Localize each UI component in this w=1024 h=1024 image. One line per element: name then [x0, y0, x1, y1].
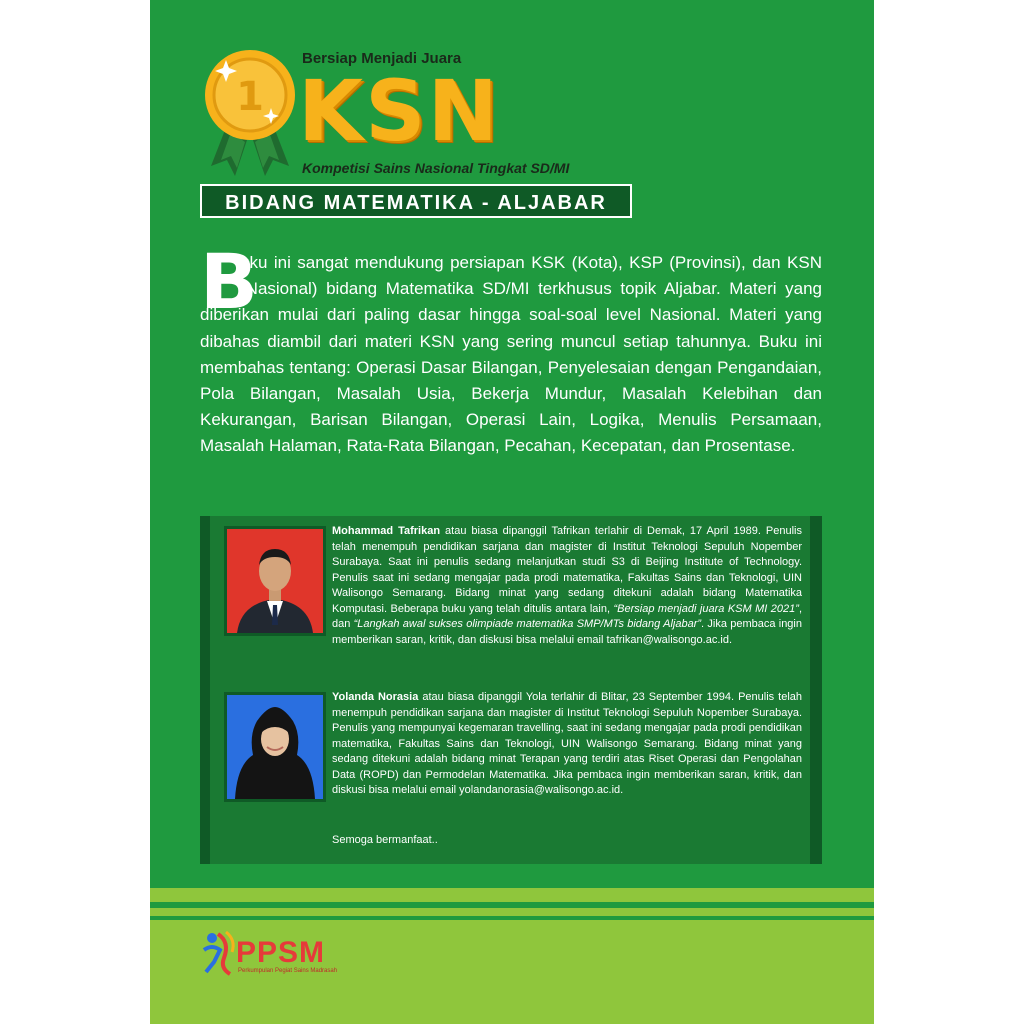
author-photo-tafrikan: [224, 526, 326, 636]
author-photo-yolanda: [224, 692, 326, 802]
intro-text: uku ini sangat mendukung persiapan KSK (Kota), KSP (Provinsi), dan KSN (Nasional) bidang Matematika SD/MI terkhusus topik Aljabar. Materi yang diberikan mulai dari paling dasar hingga soal-soal level Nasional. Materi yang dibahas diambil dari materi KSN yang sering muncul setiap tahunnya. Buku ini membahas tentang: Operasi Dasar Bilangan, Penyelesaian dengan Pengandaian, Pola Bilangan, Masalah Usia, Bekerja Mundur, Masalah Kelebihan dan Kekurangan, Barisan Bilangan, Operasi Lain, Logika, Menulis Persamaan, Masalah Halaman, Rata-Rata Bilangan, Pecahan, Kecepatan, dan Prosentase.: [200, 253, 822, 456]
gold-medal-icon: [203, 48, 297, 178]
publisher-logo: PPSM: [236, 936, 326, 969]
closing-text: Semoga bermanfaat..: [332, 834, 438, 846]
man-portrait-icon: [227, 529, 323, 633]
bio-text: . Jika pembaca ingin memberikan saran, kritik, dan diskusi bisa melalui email tafrikan@walisongo.ac.id.: [332, 618, 802, 646]
stripe: [150, 908, 874, 916]
bio-text: atau biasa dipanggil Tafrikan terlahir di Demak, 17 April 1989. Penulis telah menempuh pendidikan sarjana dan magister di Institut Teknologi Sepuluh Nopember Surabaya. Saat ini penulis sedang melanjutkan studi S3 di Beijing Institute of Technology. Penulis saat ini sedang mengajar pada prodi matematika, Fakultas Sains dan Teknologi, UIN Walisongo Semarang. Bidang minat yang sedang ditekuni adalah bidang Matematika Komputasi. Beberapa buku yang telah ditulis antara lain,: [332, 525, 803, 615]
bio-text: , dan: [332, 602, 802, 630]
tagline: Bersiap Menjadi Juara: [302, 50, 462, 67]
publisher-tagline: Perkumpulan Pegiat Sains Madrasah: [238, 968, 338, 974]
drop-cap: B: [200, 237, 258, 326]
book-title: “Bersiap menjadi juara KSM MI 2021”: [613, 602, 799, 615]
author-bio-tafrikan: [332, 524, 802, 648]
author-bio-section: [200, 516, 822, 864]
svg-text:1: 1: [236, 74, 264, 120]
author-name: Mohammad Tafrikan: [332, 525, 441, 537]
ksn-logo-text: KSN: [298, 62, 500, 160]
bio-text: atau biasa dipanggil Yola terlahir di Blitar, 23 September 1994. Penulis telah menempuh pendidikan sarjana dan magister di Institut Teknologi Sepuluh Nopember Surabaya. Penulis yang mempunyai kegemaran travelling, saat ini sedang mengajar pada prodi pendidikan matematika, Fakultas Sains dan Teknologi, UIN Walisongo Semarang. Bidang minat yang sedang ditekuni adalah bidang minat Terapan yang terdiri atas Riset Operasi dan Pengolahan Data (ROPD) dan Permodelan Matematika. Jika pembaca ingin memberikan saran, kritik, dan diskusi bisa melalui email yolandanorasia@walisongo.ac.id.: [332, 691, 802, 796]
subtitle: Kompetisi Sains Nasional Tingkat SD/MI: [302, 160, 570, 176]
field-title: BIDANG MATEMATIKA - ALJABAR: [200, 184, 632, 218]
publisher-logo-icon: [200, 928, 240, 978]
author-name: Yolanda Norasia: [332, 691, 419, 703]
intro-paragraph: [200, 250, 822, 460]
woman-portrait-icon: [227, 695, 323, 799]
stripe: [150, 888, 874, 902]
author-bio-panel: [210, 516, 810, 864]
author-bio-yolanda: [332, 690, 802, 799]
book-title: “Langkah awal sukses olimpiade matematika SMP/MTs bidang Aljabar”: [353, 618, 702, 630]
back-cover: [150, 0, 874, 1024]
